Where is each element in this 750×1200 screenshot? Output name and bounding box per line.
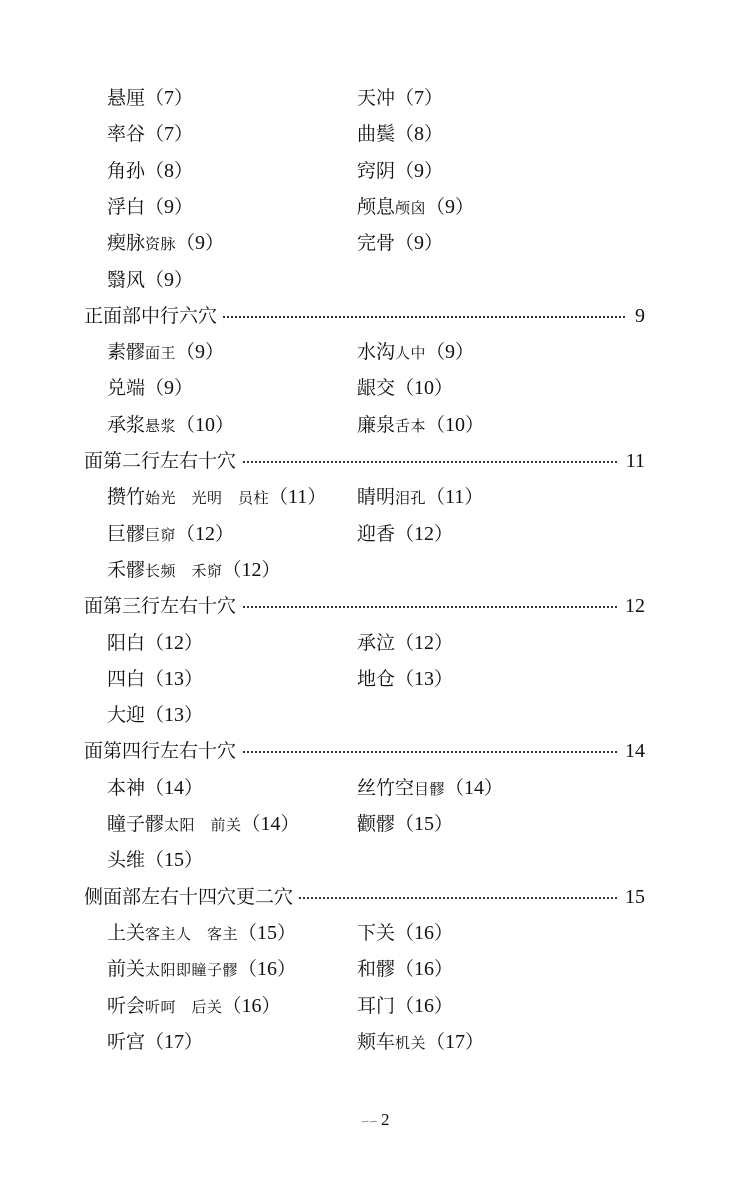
acupoint-name: 本神 bbox=[107, 776, 146, 799]
section-title: 面第二行左右十穴 bbox=[84, 444, 242, 478]
acupoint-entry: 龈交（10） bbox=[357, 377, 454, 400]
acupoint-name: 瞳子髎 bbox=[107, 813, 165, 835]
acupoint-name: 听宫 bbox=[107, 1030, 146, 1053]
acupoint-name: 率谷 bbox=[107, 123, 146, 146]
acupoint-name: 听会 bbox=[107, 994, 146, 1017]
toc-entry-row bbox=[0, 480, 750, 514]
acupoint-name: 迎香 bbox=[357, 522, 396, 545]
entry-page-number: 16 bbox=[241, 994, 262, 1017]
toc-entry-row bbox=[0, 117, 750, 151]
entry-page-number: 17 bbox=[164, 1030, 185, 1053]
acupoint-alias: 悬浆 bbox=[145, 416, 177, 435]
acupoint-alias: 长频 禾窌 bbox=[145, 561, 223, 580]
section-page-number: 11 bbox=[618, 444, 645, 478]
acupoint-entry: 悬厘（7） bbox=[107, 87, 194, 109]
acupoint-entry: 素髎面王（9） bbox=[107, 341, 225, 364]
entry-page-number: 15 bbox=[164, 849, 185, 872]
acupoint-alias: 机关 bbox=[395, 1033, 427, 1052]
acupoint-name: 攒竹 bbox=[107, 486, 146, 509]
entry-page-number: 9 bbox=[195, 341, 206, 364]
entry-page-number: 15 bbox=[257, 921, 278, 944]
toc-entry-row bbox=[0, 81, 750, 115]
toc-entry-row bbox=[0, 952, 750, 986]
acupoint-entry: 完骨（9） bbox=[357, 232, 444, 255]
acupoint-alias: 泪孔 bbox=[395, 489, 427, 508]
acupoint-alias: 太阳即瞳子髎 bbox=[145, 961, 239, 980]
toc-entry-row bbox=[0, 335, 750, 369]
acupoint-name: 地仓 bbox=[357, 667, 396, 690]
acupoint-entry: 地仓（13） bbox=[357, 667, 454, 690]
acupoint-entry: 本神（14） bbox=[107, 776, 204, 799]
acupoint-alias: 舌本 bbox=[395, 416, 427, 435]
acupoint-alias: 面王 bbox=[145, 344, 177, 363]
toc-entry-row bbox=[0, 154, 750, 188]
acupoint-name: 大迎 bbox=[107, 704, 146, 727]
entry-page-number: 12 bbox=[414, 522, 435, 545]
entry-page-number: 9 bbox=[414, 232, 425, 255]
entry-page-number: 14 bbox=[164, 776, 185, 799]
section-title: 侧面部左右十四穴更二穴 bbox=[84, 880, 299, 914]
toc-entry-row bbox=[0, 1025, 750, 1059]
acupoint-name: 和髎 bbox=[357, 958, 396, 981]
acupoint-name: 下关 bbox=[357, 921, 396, 944]
acupoint-name: 阳白 bbox=[107, 631, 146, 654]
acupoint-entry: 角孙（8） bbox=[107, 159, 194, 182]
toc-entry-row bbox=[0, 662, 750, 696]
acupoint-name: 兑端 bbox=[107, 377, 146, 400]
entry-page-number: 13 bbox=[164, 667, 185, 690]
acupoint-entry: 四白（13） bbox=[107, 667, 204, 690]
acupoint-entry: 听会听呵 后关（16） bbox=[107, 994, 281, 1017]
toc-section-row bbox=[0, 444, 750, 478]
acupoint-entry: 翳风（9） bbox=[107, 268, 194, 291]
entry-page-number: 16 bbox=[414, 994, 435, 1017]
entry-page-number: 11 bbox=[288, 486, 308, 509]
acupoint-entry: 天冲（7） bbox=[357, 87, 444, 109]
entry-page-number: 17 bbox=[445, 1030, 466, 1053]
entry-page-number: 16 bbox=[257, 958, 278, 981]
toc-entry-row bbox=[0, 226, 750, 260]
acupoint-name: 上关 bbox=[107, 921, 146, 944]
acupoint-entry: 颅息颅囟（9） bbox=[357, 195, 475, 218]
acupoint-alias: 客主人 客主 bbox=[145, 924, 239, 943]
entry-page-number: 16 bbox=[414, 958, 435, 981]
entry-page-number: 10 bbox=[414, 377, 435, 400]
entry-page-number: 7 bbox=[414, 87, 425, 109]
acupoint-name: 颧髎 bbox=[357, 813, 396, 835]
acupoint-name: 完骨 bbox=[357, 232, 396, 255]
entry-page-number: 9 bbox=[445, 195, 456, 218]
acupoint-entry: 承泣（12） bbox=[357, 631, 454, 654]
entry-page-number: 12 bbox=[241, 558, 262, 581]
entry-page-number: 12 bbox=[195, 522, 216, 545]
acupoint-name: 窍阴 bbox=[357, 159, 396, 182]
entry-page-number: 8 bbox=[414, 123, 425, 146]
acupoint-name: 颅息 bbox=[357, 195, 396, 218]
acupoint-name: 瘈脉 bbox=[107, 232, 146, 255]
acupoint-entry: 头维（15） bbox=[107, 849, 204, 872]
entry-page-number: 9 bbox=[164, 268, 175, 291]
section-page-number: 14 bbox=[617, 734, 645, 768]
acupoint-name: 禾髎 bbox=[107, 558, 146, 581]
entry-page-number: 11 bbox=[445, 486, 465, 509]
acupoint-entry: 上关客主人 客主（15） bbox=[107, 921, 297, 944]
section-title: 面第三行左右十穴 bbox=[84, 589, 242, 623]
acupoint-entry: 听宫（17） bbox=[107, 1030, 204, 1053]
entry-page-number: 7 bbox=[164, 123, 175, 146]
toc-entry-row bbox=[0, 698, 750, 732]
entry-page-number: 13 bbox=[164, 704, 185, 727]
acupoint-name: 丝竹空 bbox=[357, 776, 415, 799]
acupoint-entry: 廉泉舌本（10） bbox=[357, 413, 485, 436]
acupoint-name: 头维 bbox=[107, 849, 146, 872]
acupoint-alias: 资脉 bbox=[145, 235, 177, 254]
acupoint-name: 浮白 bbox=[107, 195, 146, 218]
entry-page-number: 9 bbox=[445, 341, 456, 364]
acupoint-entry: 率谷（7） bbox=[107, 123, 194, 146]
acupoint-name: 角孙 bbox=[107, 159, 146, 182]
acupoint-entry: 大迎（13） bbox=[107, 704, 204, 727]
toc-section-row bbox=[0, 734, 750, 768]
acupoint-entry: 巨髎巨窌（12） bbox=[107, 522, 235, 545]
acupoint-name: 承泣 bbox=[357, 631, 396, 654]
acupoint-alias: 人中 bbox=[395, 344, 427, 363]
toc-entry-row bbox=[0, 371, 750, 405]
acupoint-name: 素髎 bbox=[107, 341, 146, 364]
toc-entry-row bbox=[0, 916, 750, 950]
acupoint-name: 翳风 bbox=[107, 268, 146, 291]
acupoint-entry: 窍阴（9） bbox=[357, 159, 444, 182]
acupoint-entry: 瞳子髎太阳 前关（14） bbox=[107, 813, 300, 835]
toc-entry-row bbox=[0, 807, 750, 841]
entry-page-number: 9 bbox=[164, 195, 175, 218]
toc-entry-row bbox=[0, 517, 750, 551]
acupoint-name: 四白 bbox=[107, 667, 146, 690]
acupoint-name: 天冲 bbox=[357, 87, 396, 109]
toc-entry-row bbox=[0, 771, 750, 805]
toc-section-row bbox=[0, 299, 750, 333]
acupoint-entry: 颧髎（15） bbox=[357, 813, 454, 835]
page-number: 2 bbox=[380, 1110, 390, 1129]
acupoint-entry: 颊车机关（17） bbox=[357, 1030, 485, 1053]
acupoint-alias: 太阳 前关 bbox=[164, 816, 242, 834]
entry-page-number: 10 bbox=[445, 413, 466, 436]
acupoint-alias: 巨窌 bbox=[145, 525, 177, 544]
acupoint-entry: 睛明泪孔（11） bbox=[357, 486, 484, 509]
entry-page-number: 14 bbox=[464, 776, 485, 799]
entry-page-number: 12 bbox=[414, 631, 435, 654]
acupoint-entry: 和髎（16） bbox=[357, 958, 454, 981]
toc-entry-row bbox=[0, 626, 750, 660]
toc-entry-row bbox=[0, 408, 750, 442]
entry-page-number: 12 bbox=[164, 631, 185, 654]
entry-page-number: 13 bbox=[414, 667, 435, 690]
acupoint-name: 承浆 bbox=[107, 413, 146, 436]
entry-page-number: 9 bbox=[414, 159, 425, 182]
acupoint-alias: 颅囟 bbox=[395, 198, 427, 217]
section-page-number: 9 bbox=[627, 299, 645, 333]
toc-section-row bbox=[0, 880, 750, 914]
acupoint-entry: 瘈脉资脉（9） bbox=[107, 232, 225, 255]
acupoint-entry: 迎香（12） bbox=[357, 522, 454, 545]
acupoint-name: 前关 bbox=[107, 958, 146, 981]
acupoint-name: 耳门 bbox=[357, 994, 396, 1017]
acupoint-entry: 耳门（16） bbox=[357, 994, 454, 1017]
toc-entry-row bbox=[0, 263, 750, 297]
acupoint-name: 悬厘 bbox=[107, 87, 146, 109]
acupoint-name: 巨髎 bbox=[107, 522, 146, 545]
acupoint-entry: 禾髎长频 禾窌（12） bbox=[107, 558, 281, 581]
acupoint-entry: 丝竹空目髎（14） bbox=[357, 776, 504, 799]
entry-page-number: 7 bbox=[164, 87, 175, 109]
acupoint-entry: 水沟人中（9） bbox=[357, 341, 475, 364]
toc-entry-row bbox=[0, 190, 750, 224]
acupoint-entry: 承浆悬浆（10） bbox=[107, 413, 235, 436]
ornament-icon: ∽∽ bbox=[360, 1116, 377, 1128]
section-page-number: 12 bbox=[617, 589, 645, 623]
page-footer bbox=[0, 1106, 750, 1136]
toc-entry-row bbox=[0, 553, 750, 587]
section-title: 正面部中行六穴 bbox=[84, 299, 223, 333]
acupoint-name: 睛明 bbox=[357, 486, 396, 509]
entry-page-number: 9 bbox=[164, 377, 175, 400]
acupoint-name: 龈交 bbox=[357, 377, 396, 400]
acupoint-alias: 听呵 后关 bbox=[145, 997, 223, 1016]
acupoint-entry: 兑端（9） bbox=[107, 377, 194, 400]
acupoint-entry: 浮白（9） bbox=[107, 195, 194, 218]
acupoint-entry: 攒竹始光 光明 员柱（11） bbox=[107, 486, 327, 509]
acupoint-entry: 下关（16） bbox=[357, 921, 454, 944]
acupoint-alias: 目髎 bbox=[414, 779, 446, 798]
entry-page-number: 9 bbox=[195, 232, 206, 255]
acupoint-alias: 始光 光明 员柱 bbox=[145, 489, 270, 508]
entry-page-number: 15 bbox=[414, 813, 435, 835]
toc-entry-row bbox=[0, 989, 750, 1023]
toc-entry-row bbox=[0, 843, 750, 877]
section-page-number: 15 bbox=[617, 880, 645, 914]
acupoint-entry: 曲鬓（8） bbox=[357, 123, 444, 146]
acupoint-name: 水沟 bbox=[357, 341, 396, 364]
section-title: 面第四行左右十穴 bbox=[84, 734, 242, 768]
acupoint-entry: 阳白（12） bbox=[107, 631, 204, 654]
entry-page-number: 8 bbox=[164, 159, 175, 182]
acupoint-entry: 前关太阳即瞳子髎（16） bbox=[107, 958, 297, 981]
entry-page-number: 10 bbox=[195, 413, 216, 436]
acupoint-name: 廉泉 bbox=[357, 413, 396, 436]
acupoint-name: 颊车 bbox=[357, 1030, 396, 1053]
toc-section-row bbox=[0, 589, 750, 623]
entry-page-number: 14 bbox=[260, 813, 281, 835]
acupoint-name: 曲鬓 bbox=[357, 123, 396, 146]
entry-page-number: 16 bbox=[414, 921, 435, 944]
